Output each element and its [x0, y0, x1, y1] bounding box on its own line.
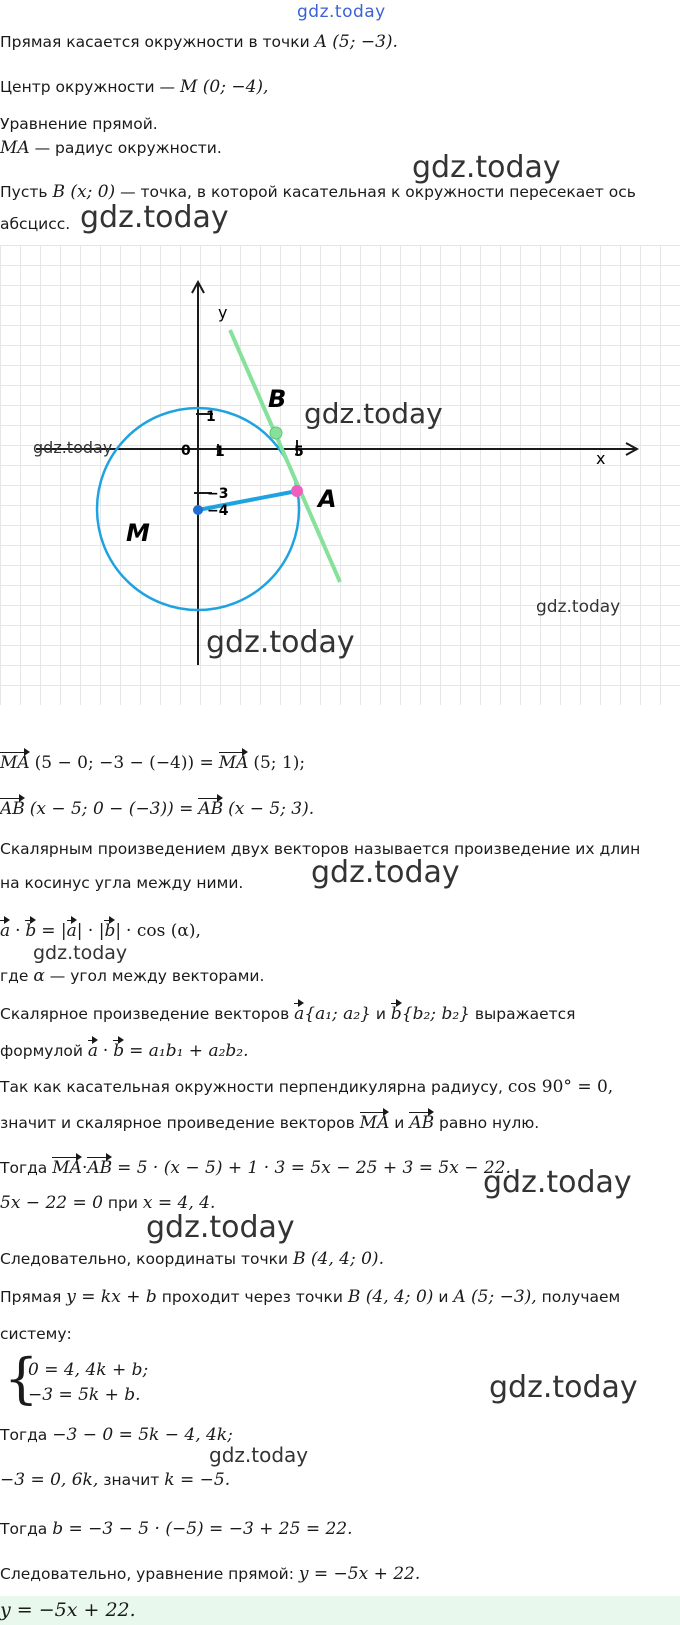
- watermark: gdz.today: [311, 855, 460, 890]
- math: 5x − 22 = 0: [0, 1193, 103, 1213]
- answer-text: y = −5x + 22.: [0, 1599, 136, 1621]
- line-perpendicular: [0, 1076, 613, 1098]
- text: Скалярное произведение векторов: [0, 1005, 290, 1023]
- line-vector-AB: [0, 798, 314, 820]
- watermark: gdz.today: [483, 1165, 632, 1200]
- vector-b: b: [113, 1041, 125, 1061]
- vector-b: b: [104, 921, 116, 941]
- label-point-M: M: [126, 519, 150, 547]
- text: и: [394, 1114, 405, 1132]
- vector-a: a: [0, 921, 11, 941]
- math: {a₁; a₂}: [304, 1004, 371, 1024]
- math: y = −5x + 22.: [298, 1564, 421, 1584]
- math: (5; 1);: [253, 753, 306, 773]
- vector-AB: AB: [409, 1113, 435, 1133]
- math: (x − 5; 3).: [228, 799, 315, 819]
- math: k = −5.: [164, 1470, 231, 1490]
- text: Тогда: [0, 1159, 48, 1177]
- line-circle-center: [0, 76, 268, 98]
- label-x: x: [596, 449, 606, 468]
- line-formula: формулой a · b = a₁b₁ + a₂b₂.: [0, 1041, 249, 1061]
- line-system-label: систему:: [0, 1325, 72, 1343]
- point-B-dot: [270, 427, 282, 439]
- math: B (4, 4; 0): [347, 1287, 434, 1307]
- vector-MA: MA: [359, 1113, 390, 1133]
- line-dot-formula: a · b = |a| · |b| · cos (α),: [0, 921, 201, 941]
- text: — радиус окружности.: [34, 139, 222, 157]
- line-alpha: [0, 965, 264, 987]
- text: — точка, в которой касательная к окружности пересекает ось: [120, 183, 636, 201]
- label-tick-1y: 1: [206, 409, 216, 425]
- watermark: gdz.today: [489, 1370, 638, 1405]
- math: −3 − 0 = 5k − 4, 4k;: [52, 1425, 233, 1445]
- point-M-dot: [193, 505, 203, 515]
- label-tick-5: 5: [294, 444, 304, 460]
- line-k: [0, 1469, 230, 1491]
- line-scalar-def-2: на косинус угла между ними.: [0, 874, 244, 892]
- line-equation-heading: Уравнение прямой.: [0, 115, 158, 133]
- label-y: y: [218, 303, 228, 322]
- math: (x − 5; 0 − (−3)) =: [29, 799, 194, 819]
- text: при: [107, 1194, 138, 1212]
- watermark: gdz.today: [80, 200, 229, 235]
- vector-MA: MA: [218, 753, 249, 773]
- math: {b₂; b₂}: [401, 1004, 470, 1024]
- label-tick-1x: 1: [215, 444, 225, 460]
- math: A (5; −3),: [453, 1287, 537, 1307]
- answer-box: [0, 1596, 680, 1625]
- line-scalar-def: Скалярным произведением двух векторов называется произведение их длин: [0, 840, 641, 858]
- watermark: gdz.today: [206, 625, 355, 660]
- point-A-dot: [291, 485, 303, 497]
- vector-a: a: [294, 1004, 305, 1024]
- watermark: gdz.today: [33, 942, 128, 964]
- label-tick-0: 0: [181, 443, 191, 459]
- math-point-B: B (x; 0): [52, 182, 116, 202]
- text: проходит через точки: [161, 1288, 343, 1306]
- line-product-calc: Тогда MA·AB = 5 · (x − 5) + 1 · 3 = 5x − 25 + 3 = 5x − 22.: [0, 1158, 511, 1178]
- line-subtract: [0, 1424, 233, 1446]
- vector-MA: MA: [0, 753, 30, 773]
- math: b = −3 − 5 · (−5) = −3 + 25 = 22.: [52, 1519, 353, 1539]
- watermark: gdz.today: [33, 438, 113, 457]
- label-tick-m4: −4: [207, 503, 229, 519]
- text: Следовательно, координаты точки: [0, 1250, 289, 1268]
- line-scalar-coords: [0, 1003, 576, 1025]
- vector-a: a: [87, 1041, 98, 1061]
- text: равно нулю.: [439, 1114, 540, 1132]
- text: и: [438, 1288, 449, 1306]
- math: = 5 · (x − 5) + 1 · 3 = 5x − 25 + 3 = 5x − 22.: [117, 1158, 511, 1178]
- math: = a₁b₁ + a₂b₂.: [129, 1041, 249, 1061]
- math: y = kx + b: [66, 1287, 157, 1307]
- text: где: [0, 967, 29, 985]
- watermark: gdz.today: [304, 397, 443, 430]
- vector-AB: AB: [87, 1158, 113, 1178]
- line-coords-B: [0, 1248, 384, 1270]
- coordinate-figure: [0, 245, 680, 705]
- text: формулой: [0, 1042, 83, 1060]
- math-point-A: A (5; −3).: [314, 32, 398, 52]
- text: Прямая: [0, 1288, 62, 1306]
- text: Пусть: [0, 183, 48, 201]
- math-MA: MA: [0, 138, 30, 158]
- math: B (4, 4; 0).: [293, 1249, 384, 1269]
- math: x = 4, 4.: [142, 1193, 216, 1213]
- text: получаем: [541, 1288, 621, 1306]
- line-system-intro: [0, 1286, 620, 1308]
- vector-AB: AB: [0, 799, 25, 819]
- line-radius: [0, 137, 222, 159]
- site-logo[interactable]: gdz.today: [297, 2, 386, 22]
- math-alpha: α: [33, 966, 45, 986]
- line-zero-product: [0, 1112, 539, 1134]
- watermark: gdz.today: [146, 1210, 295, 1245]
- math: −3 = 0, 6k,: [0, 1470, 99, 1490]
- watermark: gdz.today: [412, 150, 561, 185]
- label-point-A: A: [318, 485, 337, 513]
- text: Тогда: [0, 1520, 48, 1538]
- line-abscissa: абсцисс.: [0, 215, 71, 233]
- line-b: [0, 1518, 353, 1540]
- line-vector-MA: [0, 752, 305, 774]
- system-brace: {: [4, 1347, 39, 1410]
- system-eq-2: −3 = 5k + b.: [28, 1385, 141, 1405]
- text: Центр окружности —: [0, 78, 175, 96]
- line-equation-result: [0, 1563, 420, 1585]
- watermark: gdz.today: [536, 597, 621, 617]
- text: Так как касательная окружности перпендикулярна радиусу,: [0, 1078, 503, 1096]
- line-tangent-point: [0, 31, 398, 53]
- math-point-M: M (0; −4),: [179, 77, 269, 97]
- watermark: gdz.today: [209, 1443, 309, 1467]
- vector-AB: AB: [198, 799, 224, 819]
- text: и: [375, 1005, 386, 1023]
- label-tick-m3: −3: [207, 486, 229, 502]
- text: Тогда: [0, 1426, 48, 1444]
- vector-b: b: [390, 1004, 402, 1024]
- vector-MA: MA: [52, 1158, 82, 1178]
- text: значит и скалярное проиведение векторов: [0, 1114, 355, 1132]
- text: — угол между векторами.: [49, 967, 265, 985]
- text: выражается: [474, 1005, 576, 1023]
- math: · cos (α),: [126, 921, 201, 941]
- tangent-line: [230, 330, 340, 582]
- vector-a: a: [66, 921, 77, 941]
- text: Следовательно, уравнение прямой:: [0, 1565, 294, 1583]
- text: Прямая касается окружности в точки: [0, 33, 310, 51]
- system-eq-1: 0 = 4, 4k + b;: [28, 1360, 149, 1380]
- vector-b: b: [25, 921, 37, 941]
- label-point-B: B: [268, 385, 287, 413]
- math: (5 − 0; −3 − (−4)) =: [34, 753, 214, 773]
- math: cos 90° = 0,: [507, 1077, 614, 1097]
- text: значит: [103, 1471, 160, 1489]
